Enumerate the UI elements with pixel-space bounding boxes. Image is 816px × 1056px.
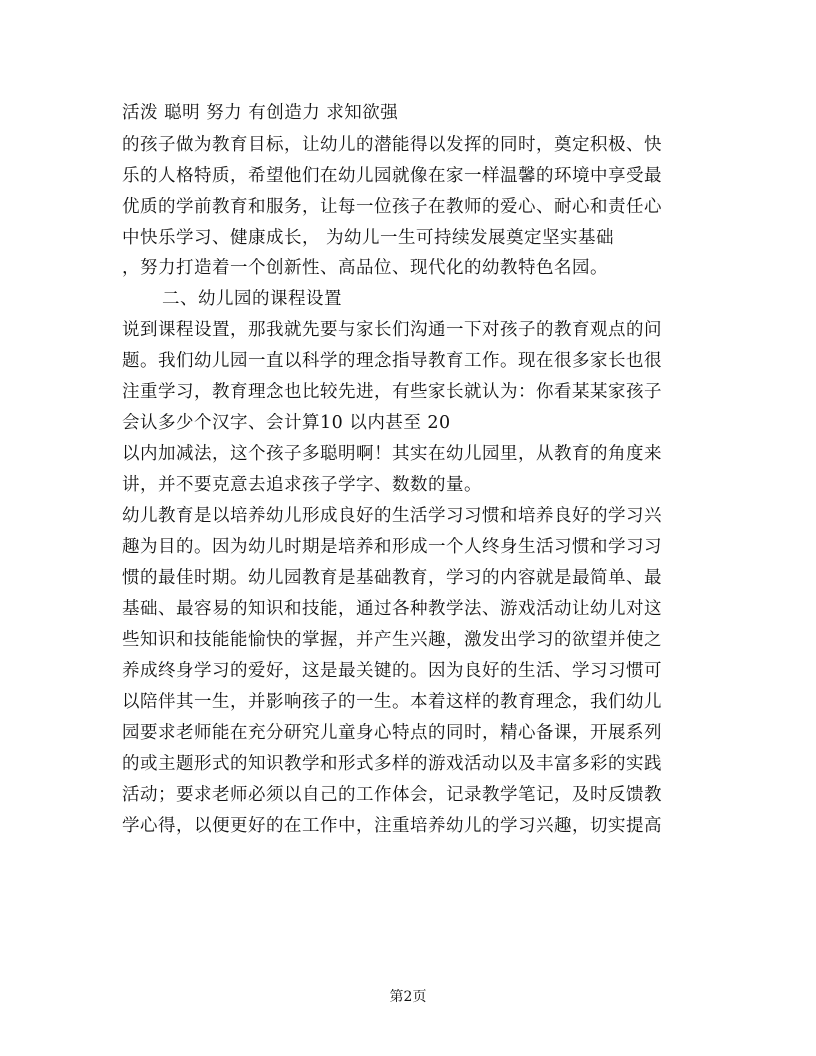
text-line: 优质的学前教育和服务，让每一位孩子在教师的爱心、耐心和责任心 xyxy=(122,197,662,217)
text-line: 会认多少个汉字、会计算10 以内甚至 20 xyxy=(122,413,451,433)
text-line: ，努力打造着一个创新性、高品位、现代化的幼教特色名园。 xyxy=(122,258,608,278)
text-line: 中快乐学习、健康成长， 为幼儿一生可持续发展奠定坚实基础 xyxy=(122,228,615,248)
text-line: 园要求老师能在充分研究儿童身心特点的同时，精心备课，开展系列 xyxy=(122,723,662,743)
text-line: 活动；要求老师必须以自己的工作体会，记录教学笔记，及时反馈教 xyxy=(122,785,662,805)
text-line: 的或主题形式的知识教学和形式多样的游戏活动以及丰富多彩的实践 xyxy=(122,754,662,774)
text-line: 幼儿教育是以培养幼儿形成良好的生活学习习惯和培养良好的学习兴 xyxy=(122,506,662,526)
text-line: 题。我们幼儿园一直以科学的理念指导教育工作。现在很多家长也很 xyxy=(122,351,662,371)
section-heading: 二、幼儿园的课程设置 xyxy=(162,289,342,309)
text-line: 学心得，以便更好的在工作中，注重培养幼儿的学习兴趣，切实提高 xyxy=(122,816,662,836)
text-line: 趣为目的。因为幼儿时期是培养和形成一个人终身生活习惯和学习习 xyxy=(122,537,662,557)
text-line: 以内加减法，这个孩子多聪明啊！其实在幼儿园里，从教育的角度来 xyxy=(122,444,662,464)
text-line: 活泼 聪明 努力 有创造力 求知欲强 xyxy=(122,103,399,123)
text-line: 以陪伴其一生，并影响孩子的一生。本着这样的教育理念，我们幼儿 xyxy=(122,692,662,712)
page-number: 第2页 xyxy=(389,989,427,1005)
text-line: 的孩子做为教育目标，让幼儿的潜能得以发挥的同时，奠定积极、快 xyxy=(122,135,662,155)
text-line: 些知识和技能能愉快的掌握，并产生兴趣，激发出学习的欲望并使之 xyxy=(122,630,662,650)
text-line: 注重学习，教育理念也比较先进，有些家长就认为：你看某某家孩子 xyxy=(122,382,662,402)
text-line: 乐的人格特质，希望他们在幼儿园就像在家一样温馨的环境中享受最 xyxy=(122,166,662,186)
text-line: 讲，并不要克意去追求孩子学字、数数的量。 xyxy=(122,475,482,495)
text-line: 说到课程设置，那我就先要与家长们沟通一下对孩子的教育观点的问 xyxy=(122,320,662,340)
text-line: 惯的最佳时期。幼儿园教育是基础教育，学习的内容就是最简单、最 xyxy=(122,568,662,588)
text-line: 基础、最容易的知识和技能，通过各种教学法、游戏活动让幼儿对这 xyxy=(122,599,662,619)
text-line: 养成终身学习的爱好，这是最关键的。因为良好的生活、学习习惯可 xyxy=(122,661,662,681)
